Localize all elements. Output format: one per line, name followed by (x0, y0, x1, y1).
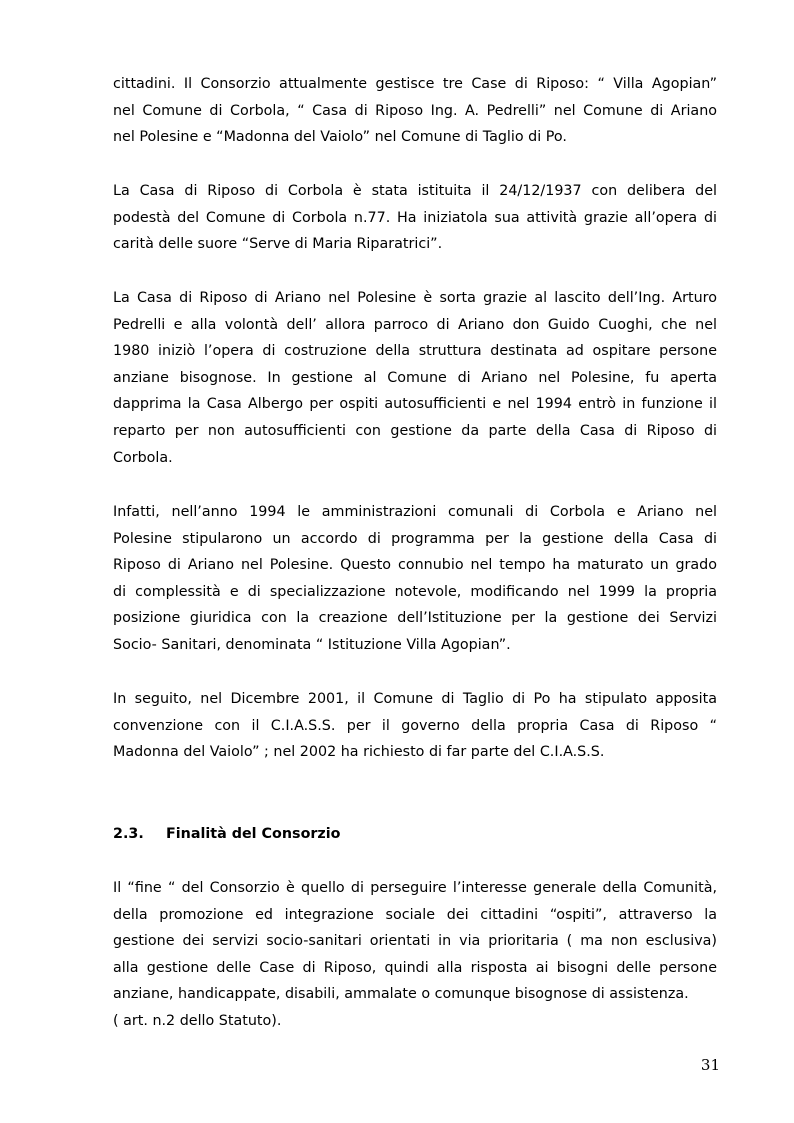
page-number: 31 (700, 1056, 720, 1074)
text-line: convenzione con il C.I.A.S.S. per il governo della propria Casa di Riposo “ (113, 717, 717, 734)
text-line: Il “fine “ del Consorzio è quello di perseguire l’interesse generale della Comunità, (113, 880, 717, 896)
text-line: Pedrelli e alla volontà dell’ allora parroco di Ariano don Guido Cuoghi, che nel (113, 316, 717, 333)
text-line: nel Comune di Corbola, “ Casa di Riposo Ing. A. Pedrelli” nel Comune di Ariano (113, 102, 717, 119)
text-line: La Casa di Riposo di Ariano nel Polesine è sorta grazie al lascito dell’Ing. Arturo (113, 290, 717, 306)
paragraph-ariano (113, 285, 717, 471)
text-line: ( art. n.2 dello Statuto). (113, 1012, 282, 1029)
text-line: posizione giuridica con la creazione dell’Istituzione per la gestione dei Servizi (113, 610, 717, 627)
text-line: della promozione ed integrazione sociale dei cittadini “ospiti”, attraverso la (113, 906, 717, 923)
text-line: La Casa di Riposo di Corbola è stata istituita il 24/12/1937 con delibera del (113, 183, 717, 199)
text-line: Infatti, nell’anno 1994 le amministrazioni comunali di Corbola e Ariano nel (113, 504, 717, 520)
text-line: 1980 iniziò l’opera di costruzione della struttura destinata ad ospitare persone (113, 343, 717, 360)
text-line: nel Polesine e “Madonna del Vaiolo” nel Comune di Taglio di Po. (113, 129, 567, 146)
text-line: anziane, handicappate, disabili, ammalate o comunque bisognose di assistenza. (113, 986, 689, 1003)
text-line: Riposo di Ariano nel Polesine. Questo connubio nel tempo ha maturato un grado (113, 557, 717, 574)
text-line: Socio- Sanitari, denominata “ Istituzione Villa Agopian”. (113, 636, 511, 653)
text-line: Madonna del Vaiolo” ; nel 2002 ha richiesto di far parte del C.I.A.S.S. (113, 744, 605, 761)
text-line: cittadini. Il Consorzio attualmente gestisce tre Case di Riposo: “ Villa Agopian” (113, 76, 717, 92)
paragraph-taglio-di-po (113, 686, 717, 766)
text-line: dapprima la Casa Albergo per ospiti autosufficienti e nel 1994 entrò in funzione il (113, 396, 717, 413)
paragraph-accordo-1994 (113, 499, 717, 659)
text-line: reparto per non autosufficienti con gestione da parte della Casa di Riposo di (113, 422, 717, 439)
text-line: carità delle suore “Serve di Maria Riparatrici”. (113, 236, 443, 253)
paragraph-finalita (113, 875, 717, 1035)
section-heading (113, 821, 340, 847)
text-line: anziane bisognose. In gestione al Comune di Ariano nel Polesine, fu aperta (113, 369, 717, 386)
paragraph-case-di-riposo (113, 71, 717, 151)
section-number: 2.3. (113, 826, 144, 842)
section-title: Finalità del Consorzio (166, 826, 341, 842)
text-line: gestione dei servizi socio-sanitari orientati in via prioritaria ( ma non esclusiva) (113, 933, 717, 950)
text-line: podestà del Comune di Corbola n.77. Ha iniziatola sua attività grazie all’opera di (113, 209, 717, 226)
text-line: di complessità e di specializzazione notevole, modificando nel 1999 la propria (113, 583, 717, 600)
text-line: alla gestione delle Case di Riposo, quindi alla risposta ai bisogni delle persone (113, 959, 717, 976)
paragraph-corbola (113, 178, 717, 258)
text-line: In seguito, nel Dicembre 2001, il Comune di Taglio di Po ha stipulato apposita (113, 691, 717, 707)
text-line: Polesine stipularono un accordo di programma per la gestione della Casa di (113, 530, 717, 547)
text-line: Corbola. (113, 449, 173, 466)
